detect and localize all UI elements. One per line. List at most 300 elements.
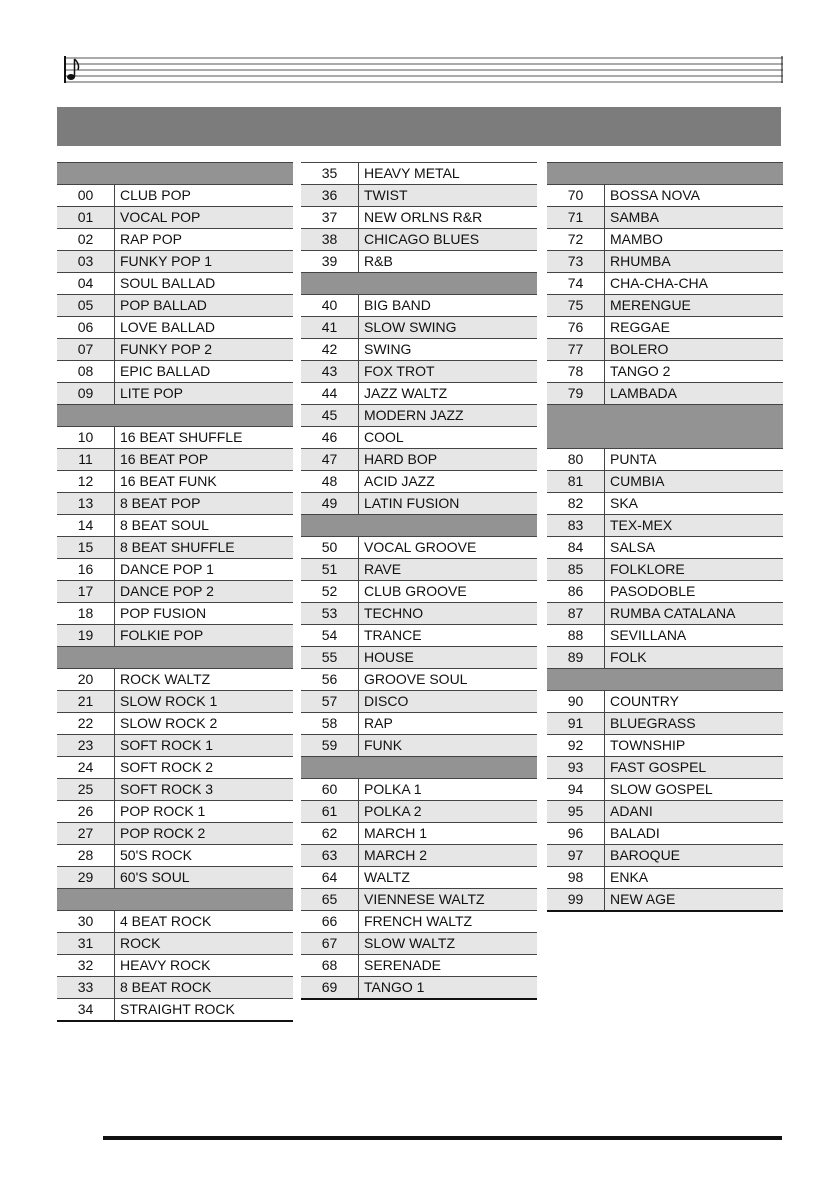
rhythm-number: 26 <box>57 801 115 823</box>
table-row <box>547 845 783 867</box>
table-row <box>547 867 783 889</box>
table-row <box>57 735 293 757</box>
rhythm-name: 60'S SOUL <box>115 867 294 889</box>
table-row <box>547 185 783 207</box>
category-header-row <box>301 273 537 295</box>
rhythm-number: 18 <box>57 603 115 625</box>
rhythm-number: 58 <box>301 713 359 735</box>
table-row <box>301 559 537 581</box>
table-row <box>301 955 537 977</box>
rhythm-name: MAMBO <box>605 229 784 251</box>
rhythm-name: LAMBADA <box>605 383 784 405</box>
rhythm-number: 47 <box>301 449 359 471</box>
table-row <box>301 581 537 603</box>
music-note-icon <box>64 56 783 83</box>
rhythm-name: MERENGUE <box>605 295 784 317</box>
rhythm-number: 00 <box>57 185 115 207</box>
category-header-row <box>547 669 783 691</box>
category-header-cell <box>57 163 293 185</box>
rhythm-name: POLKA 1 <box>359 779 538 801</box>
rhythm-number: 82 <box>547 493 605 515</box>
table-row <box>57 779 293 801</box>
table-row <box>57 339 293 361</box>
rhythm-name: SLOW GOSPEL <box>605 779 784 801</box>
rhythm-number: 02 <box>57 229 115 251</box>
category-header-cell <box>57 647 293 669</box>
table-row <box>547 361 783 383</box>
table-row <box>57 471 293 493</box>
rhythm-name: DANCE POP 2 <box>115 581 294 603</box>
table-row <box>547 757 783 779</box>
rhythm-number: 96 <box>547 823 605 845</box>
rhythm-name: SALSA <box>605 537 784 559</box>
rhythm-number: 41 <box>301 317 359 339</box>
table-row <box>57 185 293 207</box>
music-staff-header <box>64 56 783 83</box>
section-title-bar <box>57 107 781 146</box>
table-row <box>301 669 537 691</box>
table-row <box>547 559 783 581</box>
rhythm-number: 69 <box>301 977 359 1000</box>
table-row <box>57 537 293 559</box>
rhythm-name: 50'S ROCK <box>115 845 294 867</box>
rhythm-number: 48 <box>301 471 359 493</box>
rhythm-number: 67 <box>301 933 359 955</box>
table-row <box>547 471 783 493</box>
rhythm-name: COUNTRY <box>605 691 784 713</box>
table-row <box>547 889 783 912</box>
table-row <box>301 911 537 933</box>
rhythm-number: 80 <box>547 449 605 471</box>
rhythm-name: BLUEGRASS <box>605 713 784 735</box>
table-row <box>301 251 537 273</box>
rhythm-name: CLUB POP <box>115 185 294 207</box>
rhythm-number: 87 <box>547 603 605 625</box>
category-header-cell <box>547 405 783 449</box>
rhythm-number: 35 <box>301 163 359 185</box>
table-row <box>57 713 293 735</box>
rhythm-number: 21 <box>57 691 115 713</box>
table-row <box>301 427 537 449</box>
rhythm-name: JAZZ WALTZ <box>359 383 538 405</box>
rhythm-name: ROCK WALTZ <box>115 669 294 691</box>
rhythm-number: 20 <box>57 669 115 691</box>
rhythm-number: 52 <box>301 581 359 603</box>
rhythm-name: CHA-CHA-CHA <box>605 273 784 295</box>
rhythm-name: RUMBA CATALANA <box>605 603 784 625</box>
table-row <box>547 515 783 537</box>
rhythm-name: SERENADE <box>359 955 538 977</box>
rhythm-number: 10 <box>57 427 115 449</box>
rhythm-number: 14 <box>57 515 115 537</box>
rhythm-number: 59 <box>301 735 359 757</box>
rhythm-number: 37 <box>301 207 359 229</box>
rhythm-name: VOCAL POP <box>115 207 294 229</box>
rhythm-name: EPIC BALLAD <box>115 361 294 383</box>
rhythm-name: COOL <box>359 427 538 449</box>
rhythm-name: RAP <box>359 713 538 735</box>
rhythm-name: RAP POP <box>115 229 294 251</box>
rhythm-number: 29 <box>57 867 115 889</box>
table-row <box>57 999 293 1022</box>
rhythm-name: CUMBIA <box>605 471 784 493</box>
rhythm-name: POLKA 2 <box>359 801 538 823</box>
rhythm-number: 32 <box>57 955 115 977</box>
rhythm-name: ACID JAZZ <box>359 471 538 493</box>
table-row <box>547 229 783 251</box>
rhythm-name: MARCH 1 <box>359 823 538 845</box>
rhythm-table <box>547 162 783 912</box>
table-row <box>301 339 537 361</box>
rhythm-name: FOLK <box>605 647 784 669</box>
table-row <box>301 471 537 493</box>
rhythm-number: 90 <box>547 691 605 713</box>
rhythm-name: NEW AGE <box>605 889 784 912</box>
rhythm-name: TANGO 1 <box>359 977 538 1000</box>
rhythm-name: FUNK <box>359 735 538 757</box>
table-row <box>57 845 293 867</box>
rhythm-number: 98 <box>547 867 605 889</box>
table-row <box>547 449 783 471</box>
rhythm-number: 54 <box>301 625 359 647</box>
rhythm-name: SWING <box>359 339 538 361</box>
rhythm-number: 70 <box>547 185 605 207</box>
rhythm-name: TANGO 2 <box>605 361 784 383</box>
rhythm-name: 8 BEAT SHUFFLE <box>115 537 294 559</box>
table-row <box>57 273 293 295</box>
rhythm-name: 4 BEAT ROCK <box>115 911 294 933</box>
table-row <box>547 493 783 515</box>
rhythm-number: 27 <box>57 823 115 845</box>
rhythm-name: STRAIGHT ROCK <box>115 999 294 1022</box>
rhythm-number: 13 <box>57 493 115 515</box>
rhythm-name: LATIN FUSION <box>359 493 538 515</box>
rhythm-number: 46 <box>301 427 359 449</box>
table-row <box>301 185 537 207</box>
table-row <box>547 317 783 339</box>
rhythm-number: 94 <box>547 779 605 801</box>
rhythm-number: 76 <box>547 317 605 339</box>
rhythm-name: DANCE POP 1 <box>115 559 294 581</box>
rhythm-number: 33 <box>57 977 115 999</box>
rhythm-name: BOSSA NOVA <box>605 185 784 207</box>
rhythm-number: 91 <box>547 713 605 735</box>
table-row <box>301 317 537 339</box>
rhythm-number: 16 <box>57 559 115 581</box>
table-row <box>301 889 537 911</box>
rhythm-number: 89 <box>547 647 605 669</box>
category-header-cell <box>547 669 783 691</box>
rhythm-name: POP ROCK 2 <box>115 823 294 845</box>
rhythm-number: 55 <box>301 647 359 669</box>
table-row <box>547 735 783 757</box>
rhythm-name: CHICAGO BLUES <box>359 229 538 251</box>
rhythm-name: FOLKIE POP <box>115 625 294 647</box>
table-row <box>57 669 293 691</box>
table-row <box>301 625 537 647</box>
rhythm-number: 12 <box>57 471 115 493</box>
table-row <box>57 581 293 603</box>
table-row <box>57 449 293 471</box>
rhythm-name: REGGAE <box>605 317 784 339</box>
rhythm-name: BALADI <box>605 823 784 845</box>
table-row <box>301 779 537 801</box>
table-row <box>57 955 293 977</box>
rhythm-number: 04 <box>57 273 115 295</box>
rhythm-name: SEVILLANA <box>605 625 784 647</box>
table-row <box>301 647 537 669</box>
rhythm-number: 23 <box>57 735 115 757</box>
rhythm-number: 53 <box>301 603 359 625</box>
rhythm-number: 81 <box>547 471 605 493</box>
table-row <box>301 163 537 185</box>
table-row <box>57 933 293 955</box>
rhythm-name: CLUB GROOVE <box>359 581 538 603</box>
rhythm-number: 44 <box>301 383 359 405</box>
rhythm-name: BOLERO <box>605 339 784 361</box>
table-row <box>547 537 783 559</box>
rhythm-number: 84 <box>547 537 605 559</box>
rhythm-number: 65 <box>301 889 359 911</box>
rhythm-name: BIG BAND <box>359 295 538 317</box>
rhythm-number: 88 <box>547 625 605 647</box>
rhythm-name: TECHNO <box>359 603 538 625</box>
rhythm-name: GROOVE SOUL <box>359 669 538 691</box>
table-row <box>547 295 783 317</box>
rhythm-number: 97 <box>547 845 605 867</box>
table-row <box>57 317 293 339</box>
category-header-cell <box>301 515 537 537</box>
rhythm-name: FUNKY POP 2 <box>115 339 294 361</box>
table-row <box>57 911 293 933</box>
table-row <box>547 581 783 603</box>
table-row <box>57 207 293 229</box>
table-row <box>301 735 537 757</box>
rhythm-number: 63 <box>301 845 359 867</box>
rhythm-table <box>301 162 537 1000</box>
rhythm-number: 08 <box>57 361 115 383</box>
rhythm-name: POP ROCK 1 <box>115 801 294 823</box>
category-header-row <box>301 515 537 537</box>
rhythm-number: 51 <box>301 559 359 581</box>
rhythm-number: 61 <box>301 801 359 823</box>
table-row <box>547 801 783 823</box>
table-row <box>301 493 537 515</box>
rhythm-name: SOFT ROCK 1 <box>115 735 294 757</box>
table-row <box>547 625 783 647</box>
table-row <box>301 229 537 251</box>
rhythm-name: SOFT ROCK 2 <box>115 757 294 779</box>
category-header-row <box>547 163 783 185</box>
rhythm-number: 71 <box>547 207 605 229</box>
rhythm-name: FUNKY POP 1 <box>115 251 294 273</box>
table-row <box>57 625 293 647</box>
rhythm-name: HOUSE <box>359 647 538 669</box>
rhythm-number: 85 <box>547 559 605 581</box>
rhythm-table <box>57 162 293 1022</box>
rhythm-name: TWIST <box>359 185 538 207</box>
rhythm-name: TEX-MEX <box>605 515 784 537</box>
rhythm-number: 60 <box>301 779 359 801</box>
rhythm-number: 68 <box>301 955 359 977</box>
rhythm-number: 25 <box>57 779 115 801</box>
rhythm-number: 45 <box>301 405 359 427</box>
rhythm-name: NEW ORLNS R&R <box>359 207 538 229</box>
rhythm-number: 06 <box>57 317 115 339</box>
rhythm-name: PUNTA <box>605 449 784 471</box>
rhythm-number: 74 <box>547 273 605 295</box>
table-row <box>547 713 783 735</box>
table-row <box>57 801 293 823</box>
table-row <box>57 515 293 537</box>
table-row <box>301 867 537 889</box>
rhythm-number: 17 <box>57 581 115 603</box>
rhythm-number: 36 <box>301 185 359 207</box>
rhythm-table-column-3 <box>547 162 783 912</box>
rhythm-number: 72 <box>547 229 605 251</box>
rhythm-name: HARD BOP <box>359 449 538 471</box>
table-row <box>547 339 783 361</box>
rhythm-name: POP BALLAD <box>115 295 294 317</box>
table-row <box>57 361 293 383</box>
table-row <box>547 691 783 713</box>
rhythm-name: SOFT ROCK 3 <box>115 779 294 801</box>
table-row <box>301 537 537 559</box>
table-row <box>57 427 293 449</box>
rhythm-table-column-2 <box>301 162 537 1000</box>
category-header-row <box>57 405 293 427</box>
footer-rule <box>103 1136 782 1140</box>
table-row <box>547 603 783 625</box>
rhythm-name: SLOW ROCK 1 <box>115 691 294 713</box>
table-row <box>57 867 293 889</box>
table-row <box>547 273 783 295</box>
table-row <box>301 383 537 405</box>
rhythm-number: 31 <box>57 933 115 955</box>
rhythm-name: SAMBA <box>605 207 784 229</box>
table-row <box>57 229 293 251</box>
rhythm-name: TRANCE <box>359 625 538 647</box>
rhythm-number: 38 <box>301 229 359 251</box>
rhythm-name: SLOW WALTZ <box>359 933 538 955</box>
rhythm-number: 40 <box>301 295 359 317</box>
table-row <box>301 933 537 955</box>
table-row <box>547 779 783 801</box>
category-header-cell <box>547 163 783 185</box>
rhythm-table-column-1 <box>57 162 293 1022</box>
rhythm-name: SOUL BALLAD <box>115 273 294 295</box>
rhythm-number: 30 <box>57 911 115 933</box>
table-row <box>301 977 537 1000</box>
table-row <box>57 493 293 515</box>
rhythm-name: DISCO <box>359 691 538 713</box>
rhythm-number: 73 <box>547 251 605 273</box>
table-row <box>57 559 293 581</box>
rhythm-name: VOCAL GROOVE <box>359 537 538 559</box>
rhythm-number: 62 <box>301 823 359 845</box>
rhythm-name: RAVE <box>359 559 538 581</box>
rhythm-number: 22 <box>57 713 115 735</box>
rhythm-name: FOX TROT <box>359 361 538 383</box>
rhythm-number: 95 <box>547 801 605 823</box>
table-row <box>57 603 293 625</box>
rhythm-number: 93 <box>547 757 605 779</box>
table-row <box>57 383 293 405</box>
rhythm-number: 05 <box>57 295 115 317</box>
rhythm-number: 79 <box>547 383 605 405</box>
table-row <box>301 691 537 713</box>
category-header-row <box>547 405 783 449</box>
rhythm-name: LOVE BALLAD <box>115 317 294 339</box>
table-row <box>301 823 537 845</box>
rhythm-number: 78 <box>547 361 605 383</box>
rhythm-name: 16 BEAT FUNK <box>115 471 294 493</box>
rhythm-number: 99 <box>547 889 605 912</box>
rhythm-name: RHUMBA <box>605 251 784 273</box>
table-row <box>301 207 537 229</box>
rhythm-name: MARCH 2 <box>359 845 538 867</box>
rhythm-name: ROCK <box>115 933 294 955</box>
category-header-row <box>57 889 293 911</box>
rhythm-number: 57 <box>301 691 359 713</box>
rhythm-number: 56 <box>301 669 359 691</box>
rhythm-number: 43 <box>301 361 359 383</box>
category-header-row <box>301 757 537 779</box>
rhythm-number: 11 <box>57 449 115 471</box>
category-header-cell <box>57 889 293 911</box>
table-row <box>301 361 537 383</box>
rhythm-name: LITE POP <box>115 383 294 405</box>
rhythm-number: 07 <box>57 339 115 361</box>
rhythm-number: 34 <box>57 999 115 1022</box>
rhythm-number: 09 <box>57 383 115 405</box>
rhythm-number: 75 <box>547 295 605 317</box>
rhythm-name: 8 BEAT SOUL <box>115 515 294 537</box>
rhythm-number: 66 <box>301 911 359 933</box>
category-header-row <box>57 647 293 669</box>
table-row <box>301 405 537 427</box>
rhythm-number: 49 <box>301 493 359 515</box>
rhythm-name: MODERN JAZZ <box>359 405 538 427</box>
table-row <box>547 251 783 273</box>
table-row <box>547 823 783 845</box>
rhythm-name: WALTZ <box>359 867 538 889</box>
category-header-cell <box>301 273 537 295</box>
rhythm-name: ENKA <box>605 867 784 889</box>
rhythm-name: SKA <box>605 493 784 515</box>
rhythm-number: 86 <box>547 581 605 603</box>
table-row <box>57 251 293 273</box>
rhythm-number: 15 <box>57 537 115 559</box>
rhythm-name: HEAVY ROCK <box>115 955 294 977</box>
category-header-row <box>57 163 293 185</box>
table-row <box>301 713 537 735</box>
rhythm-number: 83 <box>547 515 605 537</box>
rhythm-name: PASODOBLE <box>605 581 784 603</box>
rhythm-name: SLOW ROCK 2 <box>115 713 294 735</box>
rhythm-number: 19 <box>57 625 115 647</box>
table-row <box>547 207 783 229</box>
rhythm-name: HEAVY METAL <box>359 163 538 185</box>
rhythm-number: 39 <box>301 251 359 273</box>
rhythm-number: 24 <box>57 757 115 779</box>
table-row <box>547 383 783 405</box>
table-row <box>57 295 293 317</box>
rhythm-number: 50 <box>301 537 359 559</box>
rhythm-name: POP FUSION <box>115 603 294 625</box>
rhythm-name: BAROQUE <box>605 845 784 867</box>
table-row <box>301 603 537 625</box>
